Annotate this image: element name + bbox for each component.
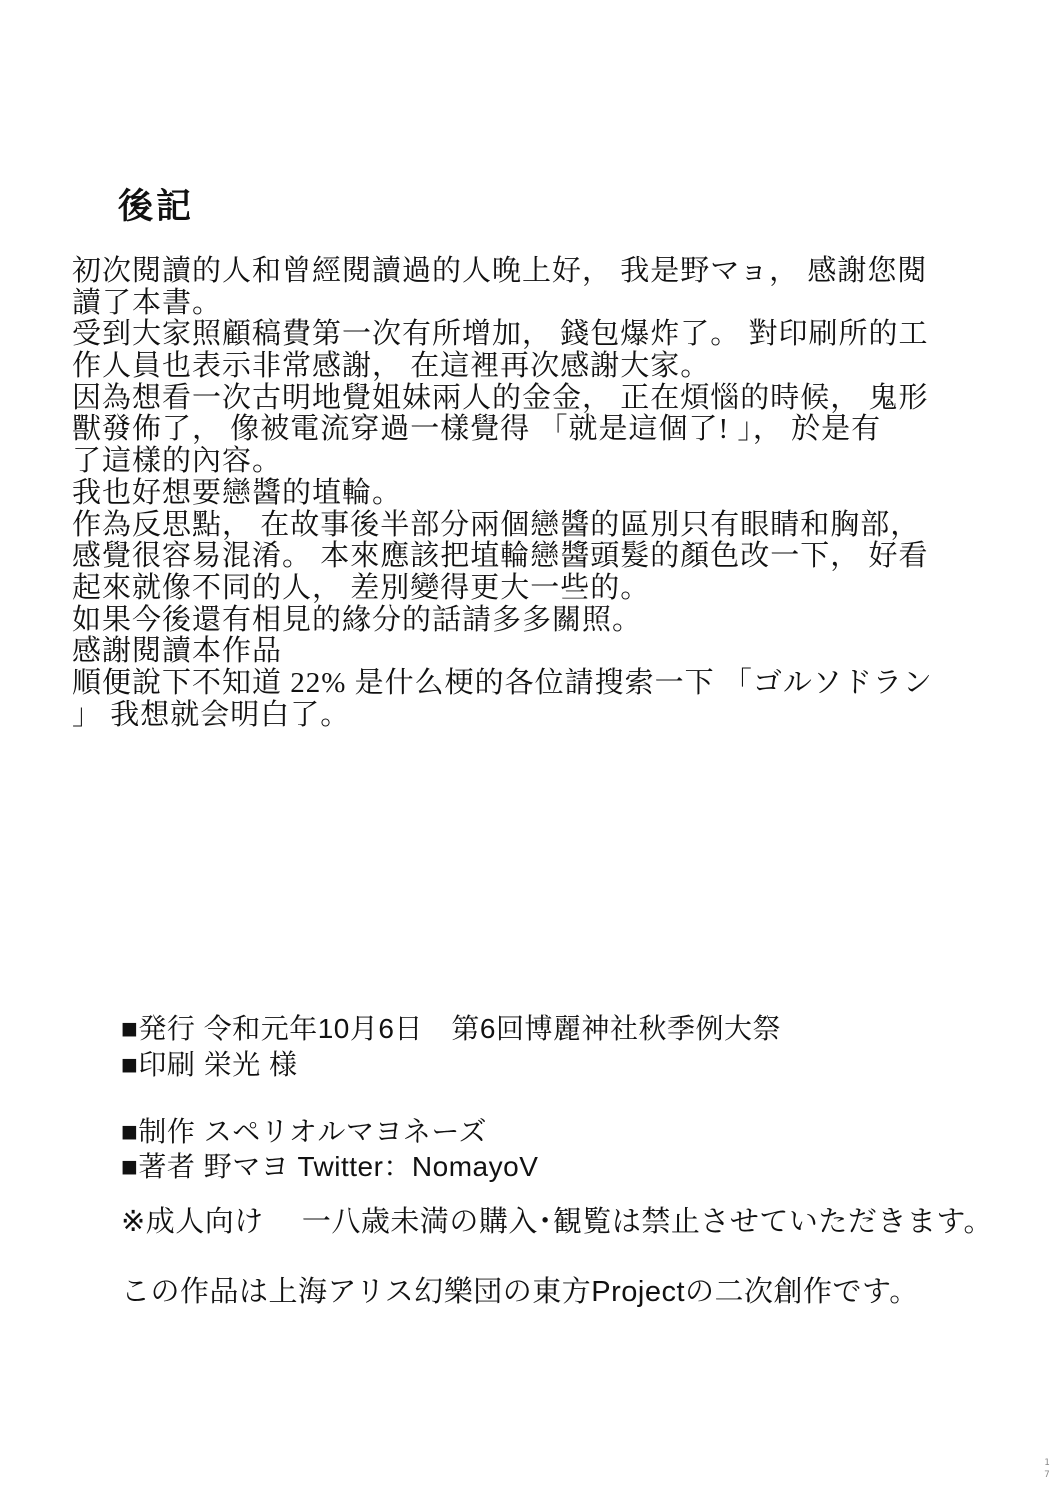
colophon-production-line: ■制作 スペリオルマヨネーズ [121, 1116, 488, 1147]
afterword-line: 受到大家照顧稿費第一次有所增加， 錢包爆炸了。 對印刷所的工 [72, 318, 929, 351]
afterword-line: 作人員也表示非常感謝， 在這裡再次感謝大家。 [72, 350, 711, 383]
derivative-work-notice: この作品は上海アリス幻樂団の東方Projectの二次創作です。 [121, 1276, 919, 1308]
afterword-line: 了這樣的內容。 [72, 445, 283, 478]
afterword-line: 起來就像不同的人， 差別變得更大一些的。 [72, 571, 651, 604]
afterword-line: 感覺很容易混淆。 本來應該把埴輪戀醬頭髮的顏色改一下， 好看 [72, 540, 929, 573]
afterword-line: 讀了本書。 [72, 286, 223, 319]
afterword-line: 如果今後還有相見的緣分的話請多多關照。 [72, 603, 643, 636]
afterword-line: 獸發佈了， 像被電流穿過一樣覺得 「就是這個了! 」， 於是有 [72, 413, 882, 446]
colophon-publish-line: ■発行 令和元年10月6日 第6回博麗神社秋季例大祭 [121, 1013, 781, 1044]
afterword-line: 」 我想就会明白了。 [72, 698, 351, 731]
afterword-line: 作為反思點， 在故事後半部分兩個戀醬的區別只有眼睛和胸部， [72, 508, 921, 541]
afterword-line: 感謝閱讀本作品 [72, 635, 283, 668]
afterword-body [72, 256, 942, 731]
adult-notice: ※成人向け 一八歳未満の購入･観覧は禁止させていただきます。 [121, 1206, 994, 1238]
afterword-line: 因為想看一次古明地覺姐妹兩人的金金， 正在煩惱的時候， 鬼形 [72, 381, 929, 414]
afterword-line: 順便說下不知道 22% 是什么梗的各位請搜索一下 「ゴルソドラン [72, 666, 933, 699]
afterword-line: 我也好想要戀醬的埴輪。 [72, 476, 403, 509]
page-number: 17 [1042, 1458, 1052, 1482]
page-title: 後記 [118, 187, 195, 226]
colophon-author-line: ■著者 野マヨ Twitter：NomayoV [121, 1151, 539, 1182]
colophon-print-line: ■印刷 栄光 様 [121, 1049, 298, 1080]
afterword-line: 初次閱讀的人和曾經閱讀過的人晚上好， 我是野マョ， 感謝您閱 [72, 255, 928, 287]
